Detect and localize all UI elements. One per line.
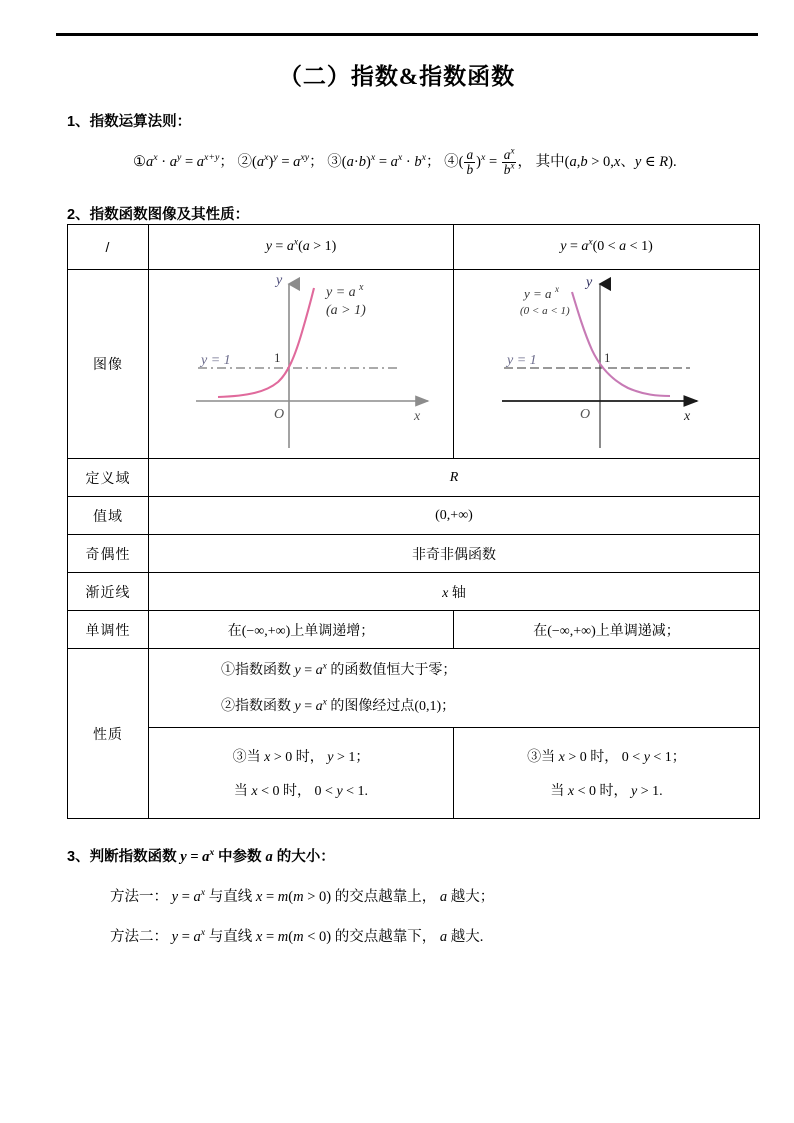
x-axis-label: x (414, 409, 421, 424)
curve-label-line1: y = a (523, 286, 552, 301)
method-two-line: 方法二： $y = a^x$ 与直线 x = m(m < 0) 的交点越靠下， a 越大. (110, 927, 484, 945)
formula-condition: 其中(a,b > 0,x、y ∈ R). (535, 153, 677, 170)
section-2-heading: 2、指数函数图像及其性质： (67, 207, 250, 223)
table-header-label: / (68, 225, 149, 270)
property-3-left-line2: 当 x < 0 时， 0 < y < 1. (233, 784, 369, 799)
property-item-1: ①指数函数 $y = a^x$ 的函数值恒大于零； (221, 661, 457, 678)
row-value-domain (149, 459, 760, 497)
property-item-3-left (149, 728, 454, 819)
property-item-2: ②指数函数 $y = a^x$ 的图像经过点(0,1)； (221, 697, 456, 714)
properties-shared-cell (149, 649, 760, 728)
row-label-properties: 性质 (68, 649, 149, 819)
property-item-3-right (454, 728, 760, 819)
row-label-asymptote: 渐近线 (68, 573, 149, 611)
exponential-properties-table (67, 224, 760, 819)
section-1-heading: 1、指数运算法则： (67, 114, 192, 130)
origin-label: O (579, 407, 590, 422)
section-3-heading-formula: $y = a^x$ (176, 847, 215, 865)
monotonicity-col1: 在(−∞,+∞)上单调递增； (149, 611, 454, 649)
table-row-range (68, 497, 760, 535)
method-one-line: 方法一： $y = a^x$ 与直线 x = m(m > 0) 的交点越靠上， a 越大； (110, 887, 495, 905)
table-row-graphs (68, 270, 760, 459)
graph-increasing-exponential (149, 270, 453, 458)
graph-cell-decreasing (454, 270, 760, 459)
graph-cell-increasing (149, 270, 454, 459)
section-3-heading (67, 845, 335, 866)
table-row-parity (68, 535, 760, 573)
formula-item-2: $②(a^x)^y = a^{xy}$ (237, 152, 310, 170)
row-label-graph: 图像 (68, 270, 149, 459)
page-title: （二）指数&指数函数 (278, 64, 516, 89)
curve-label-line1: y = a (326, 285, 356, 300)
curve-label-line2: (a > 1) (326, 303, 366, 318)
y-axis-label: y (276, 273, 283, 288)
row-label-monotonicity: 单调性 (68, 611, 149, 649)
curve-label-line2: (0 < a < 1) (519, 305, 570, 317)
header-rule (56, 33, 758, 36)
table-row-properties-shared (68, 649, 760, 728)
formula-item-1: $①a^x \cdot a^y = a^{x+y}$ (133, 152, 220, 170)
table-header-col1: $y = a^x(a > 1)$ (149, 225, 454, 270)
property-3-right-line2: 当 x < 0 时， y > 1. (550, 784, 663, 799)
graph-increasing-svg (156, 270, 446, 458)
row-label-parity: 奇偶性 (68, 535, 149, 573)
table-header-col2: $y = a^x(0 < a < 1)$ (454, 225, 760, 270)
table-row-header (68, 225, 760, 270)
formula-item-3: $③(a\cdot b)^x = a^x \cdot b^x$ (327, 152, 426, 170)
formula-item-4: ④( $\frac{a}{b}$ )$^x$ = $\frac{a^x}{b^x}$ (444, 145, 515, 177)
y-axis-label: y (585, 275, 592, 290)
table-row-monotonicity (68, 611, 760, 649)
y-intercept-label: 1 (603, 350, 610, 365)
x-axis-label: x (683, 409, 690, 424)
graph-decreasing-exponential (454, 270, 759, 458)
origin-label: O (274, 407, 285, 422)
exponential-curve (218, 288, 314, 397)
table-row-asymptote (68, 573, 760, 611)
asymptote-label: y = 1 (201, 353, 231, 368)
exponential-curve (572, 292, 670, 396)
curve-label-exponent: x (359, 282, 364, 293)
asymptote-label: y = 1 (506, 353, 537, 368)
curve-label-exponent: x (554, 284, 559, 294)
property-3-left-line1: ③当 x > 0 时， y > 1； (232, 750, 370, 765)
monotonicity-col2: 在(−∞,+∞)上单调递减； (454, 611, 760, 649)
table-row-properties-split (68, 728, 760, 819)
table-row-domain (68, 459, 760, 497)
domain-value: R (449, 469, 459, 485)
graph-decreasing-svg (462, 270, 752, 458)
property-3-right-line1: ③当 x > 0 时， 0 < y < 1； (527, 750, 686, 765)
row-label-range: 值域 (68, 497, 149, 535)
row-label-domain: 定义域 (68, 459, 149, 497)
section-3-heading-text: 3、判断指数函数 (67, 849, 177, 865)
row-value-asymptote: x 轴 (149, 573, 760, 611)
exponent-rules-formula: $①a^x \cdot a^y = a^{x+y}$； $②(a^x)^y = a^{xy}$； $③(a\cdot b)^x = a^x \cdot b^x$； ④( $\frac{a}{b}$ )$^x$ = $\frac{a^x}{b^x}$ ， 其中(a,b > 0,x、y ∈ R). (133, 145, 677, 177)
section-3-heading-tail: 中参数 a 的大小： (217, 849, 335, 865)
y-intercept-label: 1 (274, 350, 281, 365)
row-value-range: (0,+∞) (149, 497, 760, 535)
row-value-parity: 非奇非偶函数 (149, 535, 760, 573)
